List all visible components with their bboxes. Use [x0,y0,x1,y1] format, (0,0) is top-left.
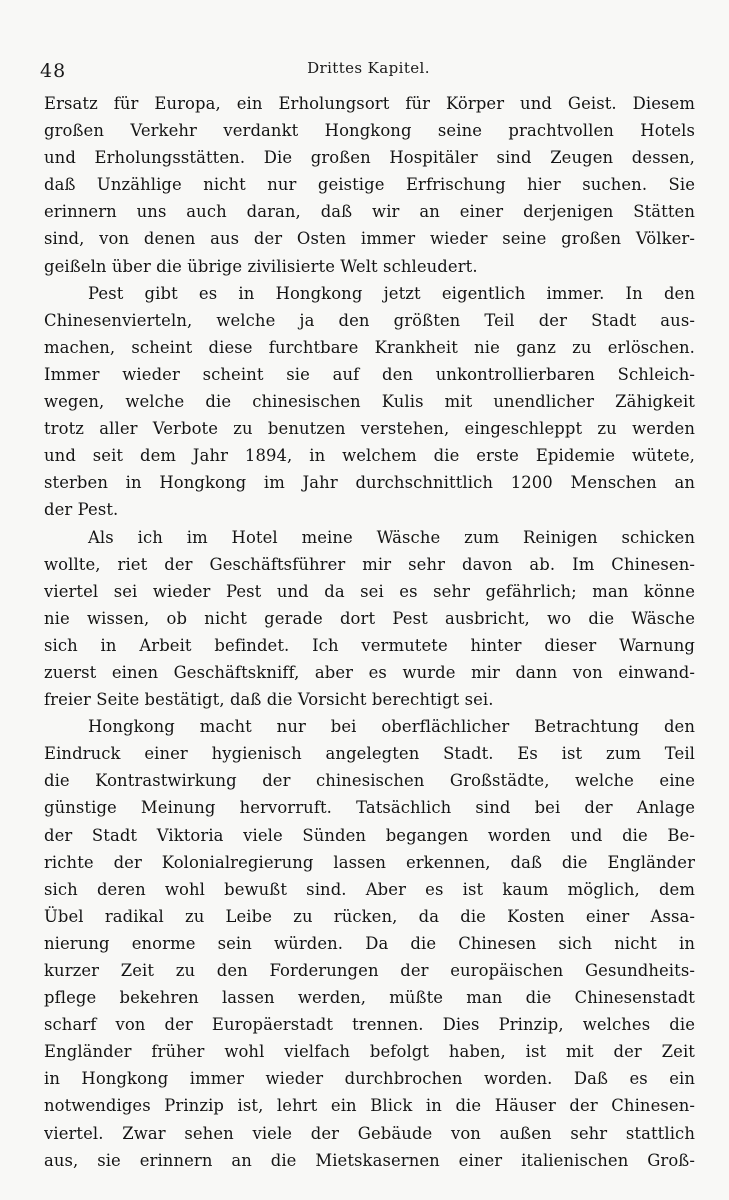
text-body [44,90,695,1174]
text-line: zuerst einen Geschäftskniff, aber es wurde mir dann von einwand- [44,662,695,682]
text-line: trotz aller Verbote zu benutzen verstehen, eingeschleppt zu werden [44,419,695,439]
paragraph [44,280,695,524]
text-line: wollte, riet der Geschäftsführer mir sehr davon ab. Im Chinesen- [44,554,695,574]
text-line: Engländer früher wohl vielfach befolgt haben, ist mit der Zeit [44,1042,695,1062]
text-line: daß Unzählige nicht nur geistige Erfrischung hier suchen. Sie [44,175,695,195]
text-line: sich in Arbeit befindet. Ich vermutete hinter dieser Warnung [44,635,695,655]
text-line: Übel radikal zu Leibe zu rücken, da die Kosten einer Assa- [44,906,695,926]
text-line: günstige Meinung hervorruft. Tatsächlich sind bei der Anlage [44,798,695,818]
text-line: sich deren wohl bewußt sind. Aber es ist kaum möglich, dem [44,879,695,899]
text-line: freier Seite bestätigt, daß die Vorsicht berechtigt sei. [44,690,494,710]
text-line: in Hongkong immer wieder durchbrochen worden. Daß es ein [44,1069,695,1089]
text-line: und seit dem Jahr 1894, in welchem die erste Epidemie wütete, [44,446,695,466]
paragraph [44,713,695,1174]
text-line: Hongkong macht nur bei oberflächlicher Betrachtung den [88,717,695,737]
running-head: Drittes Kapitel. [307,59,430,77]
text-line: und Erholungsstätten. Die großen Hospitäler sind Zeugen dessen, [44,148,695,168]
text-line: großen Verkehr verdankt Hongkong seine prachtvollen Hotels [44,121,695,141]
text-line: viertel sei wieder Pest und da sei es sehr gefährlich; man könne [44,581,695,601]
text-line: Immer wieder scheint sie auf den unkontrollierbaren Schleich- [44,364,695,384]
text-line: Ersatz für Europa, ein Erholungsort für Körper und Geist. Diesem [44,94,695,113]
text-line: geißeln über die übrige zivilisierte Welt schleudert. [44,256,478,276]
text-line: Chinesenvierteln, welche ja den größten Teil der Stadt aus- [44,310,695,330]
text-line: der Stadt Viktoria viele Sünden begangen worden und die Be- [44,825,695,845]
text-line: notwendiges Prinzip ist, lehrt ein Blick in die Häuser der Chinesen- [44,1096,695,1116]
text-line: machen, scheint diese furchtbare Krankheit nie ganz zu erlöschen. [44,337,695,357]
text-line: aus, sie erinnern an die Mietskasernen einer italienischen Groß- [44,1150,695,1170]
paragraph [44,524,695,714]
text-line: Pest gibt es in Hongkong jetzt eigentlich immer. In den [88,283,695,303]
text-line: erinnern uns auch daran, daß wir an einer derjenigen Stätten [44,202,695,222]
text-line: viertel. Zwar sehen viele der Gebäude von außen sehr stattlich [44,1123,695,1143]
text-line: scharf von der Europäerstadt trennen. Dies Prinzip, welches die [44,1015,695,1035]
text-line: wegen, welche die chinesischen Kulis mit unendlicher Zähigkeit [44,392,695,412]
text-line: kurzer Zeit zu den Forderungen der europäischen Gesundheits- [44,961,695,980]
paragraph [44,90,695,280]
text-line: nierung enorme sein würden. Da die Chinesen sich nicht in [44,933,695,953]
text-line: sterben in Hongkong im Jahr durchschnittlich 1200 Menschen an [44,473,695,493]
text-line: der Pest. [44,500,119,520]
text-line: richte der Kolonialregierung lassen erkennen, daß die Engländer [44,852,695,872]
text-line: Eindruck einer hygienisch angelegten Stadt. Es ist zum Teil [44,744,695,764]
text-line: die Kontrastwirkung der chinesischen Großstädte, welche eine [44,771,695,791]
page-number: 48 [40,60,67,82]
page-header [40,56,697,86]
text-line: pflege bekehren lassen werden, müßte man die Chinesenstadt [44,988,695,1008]
text-line: Als ich im Hotel meine Wäsche zum Reinigen schicken [88,527,695,547]
text-line: sind, von denen aus der Osten immer wieder seine großen Völker- [44,229,695,249]
text-line: nie wissen, ob nicht gerade dort Pest ausbricht, wo die Wäsche [44,608,695,628]
